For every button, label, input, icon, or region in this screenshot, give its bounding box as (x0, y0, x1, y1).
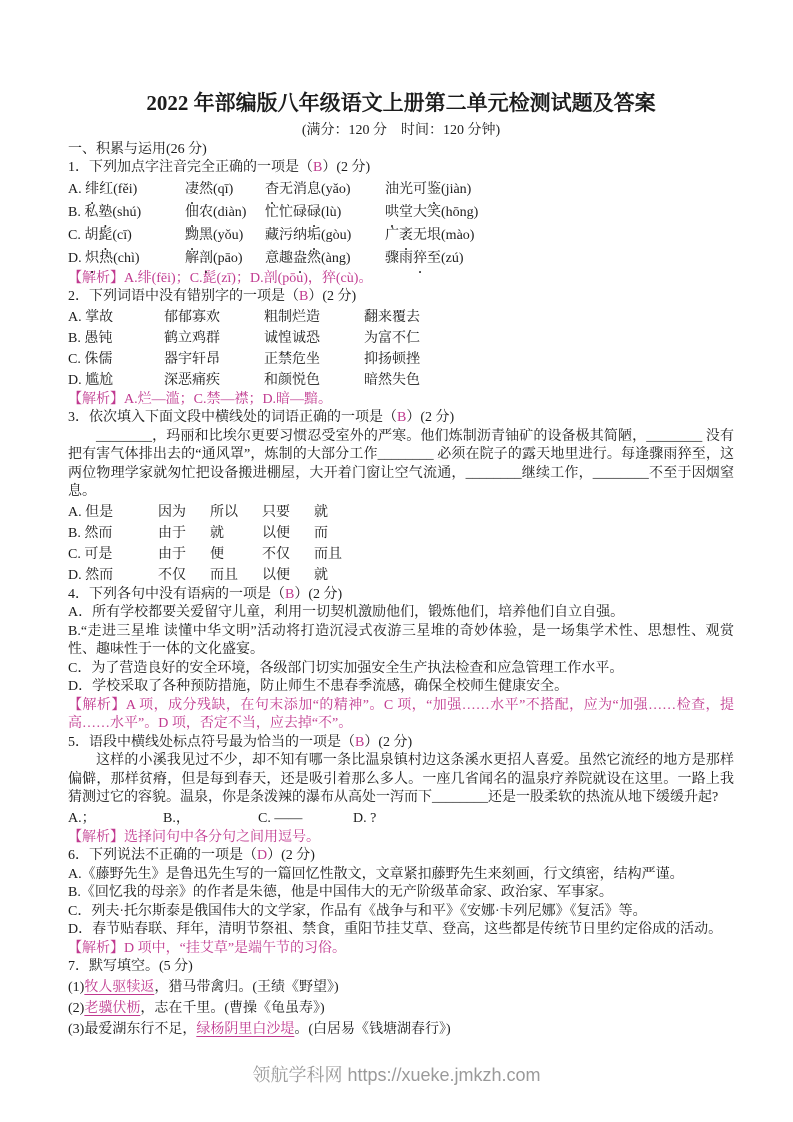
text-segment: D. ? (353, 810, 377, 826)
text-segment: 诚惶诚恐 (264, 330, 320, 346)
text-segment: 只要 (262, 504, 290, 520)
text-segment: 广袤无垠(mào) (385, 227, 475, 243)
q2-analysis: 【解析】A.烂—滥；C.禁—襟；D.暗—黯。 (68, 391, 333, 407)
q2-answer-letter: B (299, 289, 309, 304)
q7-item-3 (68, 1019, 734, 1040)
question-4 (68, 586, 734, 734)
q2-stem (68, 288, 734, 307)
q5-answer-letter: B (355, 734, 365, 750)
text-segment: 以便 (262, 567, 290, 583)
text-segment: B. 私塾(shú) (68, 204, 142, 220)
text-segment: 而且 (314, 546, 342, 562)
exam-content (68, 90, 734, 1040)
text-segment: D. 然而 (68, 567, 114, 583)
text-segment: 由于 (158, 546, 186, 562)
q5-analysis: 【解析】选择问句中各分句之间用逗号。 (68, 829, 320, 845)
text-segment: 暗然失色 (364, 372, 420, 388)
text-segment: 器宇轩昂 (164, 351, 220, 367)
q1-option-a (68, 178, 734, 201)
q7-item-1-suffix: ，猎马带禽归。(王绩《野望》) (154, 979, 339, 995)
q5-stem-text: 5．语段中横线处标点符号最为恰当的一项是（ (68, 734, 355, 750)
q7-item-2-suffix: ，志在千里。(曹操《龟虽寿》) (140, 1000, 325, 1016)
q6-option-b: B.《回忆我的母亲》的作者是朱德，他是中国伟大的无产阶级革命家、政治家、军事家。 (68, 885, 613, 900)
question-3 (68, 409, 734, 586)
q4-analysis: 【解析】A 项，成分残缺，在句末添加“的精神”。C 项，“加强……水平”不搭配，应为“加强……检查，提高……水平”。D 项，否定不当，应去掉“不”。 (68, 697, 734, 731)
q3-option-d (68, 565, 734, 586)
text-segment: 就 (210, 525, 224, 541)
q4-answer-letter: B (285, 586, 295, 602)
q2-option-a (68, 307, 734, 328)
q7-item-2-prefix: (2) (68, 1000, 85, 1016)
text-segment: 所以 (210, 504, 238, 520)
text-segment: 藏污纳垢(gòu) (265, 227, 352, 243)
q7-item-3-answer: 绿杨阴里白沙堤 (196, 1021, 295, 1037)
q1-analysis: 【解析】A.绯(fēi)；C.髭(zī)；D.剖(pōu)，猝(cù)。 (68, 270, 373, 286)
q3-option-b (68, 523, 734, 544)
text-segment: 由于 (158, 525, 186, 541)
text-segment: 忙忙碌碌(lù) (265, 204, 342, 220)
exam-meta: (满分：120 分 时间：120 分钟) (301, 123, 501, 138)
text-segment: 解剖(pāo) (185, 250, 243, 266)
q1-answer-letter: B (313, 160, 323, 175)
q7-item-1 (68, 977, 734, 998)
q2-option-b (68, 328, 734, 349)
q1-stem-text: 1．下列加点字注音完全正确的一项是（ (68, 160, 313, 175)
text-segment: 不仅 (262, 546, 290, 562)
q4-stem-text: 4．下列各句中没有语病的一项是（ (68, 586, 285, 602)
text-segment: C. 侏儒 (68, 351, 113, 367)
text-segment: 骤雨猝至(zú) (385, 250, 464, 266)
text-segment: 以便 (262, 525, 290, 541)
text-segment: 哄堂大笑(hōng) (385, 204, 479, 220)
text-segment: C. —— (258, 810, 303, 826)
q5-option-row (68, 808, 734, 829)
q6-option-d: D．春节贴春联、拜年，清明节祭祖、禁食，重阳节挂艾草、登高，这些都是传统节日里约定俗成的活动。 (68, 922, 723, 937)
q1-stem (68, 159, 734, 178)
text-segment: 凄然(qī) (185, 181, 234, 197)
text-segment: 粗制烂造 (264, 309, 320, 325)
page-title: 2022 年部编版八年级语文上册第二单元检测试题及答案 (146, 91, 656, 115)
q7-item-3-suffix: 。(白居易《钱塘湖春行》) (294, 1021, 451, 1037)
question-1 (68, 159, 734, 288)
text-segment: 意趣盎然(àng) (265, 250, 351, 266)
q2-stem-text: 2．下列词语中没有错别字的一项是（ (68, 289, 299, 304)
q6-option-a: A.《藤野先生》是鲁迅先生写的一篇回忆性散文，文章紧扣藤野先生来刻画，行文缜密，结构严谨。 (68, 866, 684, 882)
q6-option-c: C．列夫·托尔斯泰是俄国伟大的文学家，作品有《战争与和平》《安娜·卡列尼娜》《复活》等。 (68, 903, 647, 919)
q1-stem-suffix: ）(2 分) (322, 160, 371, 175)
q6-stem-text: 6．下列说法不正确的一项是（ (68, 848, 257, 863)
text-segment: 就 (314, 504, 328, 520)
text-segment: B.， (163, 810, 190, 826)
question-7 (68, 958, 734, 1040)
text-segment: 抑扬顿挫 (364, 351, 420, 367)
text-segment: 而且 (210, 567, 238, 583)
q6-analysis: 【解析】D 项中，“挂艾草”是端午节的习俗。 (68, 940, 347, 956)
text-segment: 正禁危坐 (264, 351, 320, 367)
q4-option-b: B.“走进三星堆 读懂中华文明”活动将打造沉浸式夜游三星堆的奇妙体验，是一场集学术性、思想性、观赏性、趣味性于一体的文化盛宴。 (68, 623, 734, 657)
q7-item-2-answer: 老骥伏枥 (84, 1000, 141, 1016)
question-5 (68, 734, 734, 848)
question-2 (68, 288, 734, 409)
text-segment: 为富不仁 (364, 330, 420, 346)
q7-item-1-answer: 牧人驱犊返 (84, 979, 155, 995)
text-segment: A. 但是 (68, 504, 114, 520)
q3-passage: ________，玛丽和比埃尔更要习惯忍受室外的严寒。他们炼制沥青铀矿的设备极其简陋，________ 没有把有害气体排出去的“通风罩”，炼制的大部分工作________ 必须在院子的露天地里进行。每逢骤雨猝至，这两位物理学家就匆忙把设备搬进棚屋，大开着门窗让空气流通，________继续工作，________不至于因烟窒息。 (68, 428, 734, 499)
q5-stem (68, 734, 734, 753)
text-segment: D. 炽热(chì) (68, 250, 140, 266)
q7-stem: 7．默写填空。(5 分) (68, 959, 193, 974)
q7-item-2 (68, 998, 734, 1019)
q4-option-a: A．所有学校都要关爱留守儿童，利用一切契机激励他们，锻炼他们，培养他们自立自强。 (68, 605, 625, 620)
q3-answer-letter: B (397, 410, 407, 425)
q7-item-3-prefix: (3)最爱湖东行不足， (68, 1021, 197, 1037)
text-segment: 鹤立鸡群 (164, 330, 220, 346)
text-segment: B. 然而 (68, 525, 113, 541)
q2-stem-suffix: ）(2 分) (308, 289, 357, 304)
text-segment: 因为 (158, 504, 186, 520)
text-segment: A.； (68, 810, 96, 826)
q4-option-c: C．为了营造良好的安全环境，各级部门切实加强安全生产执法检查和应急管理工作水平。 (68, 660, 624, 676)
q4-stem-suffix: ）(2 分) (294, 586, 343, 602)
q4-stem (68, 586, 734, 605)
q6-stem (68, 847, 734, 866)
text-segment: A. 掌故 (68, 309, 114, 325)
text-segment: C. 可是 (68, 546, 113, 562)
q6-answer-letter: D (257, 848, 268, 863)
text-segment: D. 尴尬 (68, 372, 114, 388)
q6-stem-suffix: ）(2 分) (267, 848, 315, 863)
text-segment: 翻来覆去 (364, 309, 420, 325)
text-segment: C. 胡髭(cī) (68, 227, 132, 243)
q4-option-d: D．学校采取了各种预防措施，防止师生不患春季流感，确保全校师生健康安全。 (68, 679, 569, 694)
q3-stem-suffix: ）(2 分) (406, 410, 455, 425)
text-segment: 深恶痛疾 (164, 372, 220, 388)
q1-option-b (68, 201, 734, 224)
text-segment: B. 愚钝 (68, 330, 113, 346)
question-6 (68, 847, 734, 958)
q2-option-c (68, 349, 734, 370)
q3-stem-text: 3．依次填入下面文段中横线处的词语正确的一项是（ (68, 410, 397, 425)
q5-stem-suffix: ）(2 分) (364, 734, 413, 750)
text-segment: 便 (210, 546, 224, 562)
text-segment: 杳无消息(yǎo) (265, 181, 351, 197)
q3-option-a (68, 502, 734, 523)
q5-passage: 这样的小溪我见过不少，却不知有哪一条比温泉镇村边这条溪水更招人喜爱。虽然它流经的地方是那样偏僻，那样贫瘠，但是每到春天，还是吸引着那么多人。一座几省闻名的温泉疗养院就设在这里。一路上我猜测过它的容貌。温泉，你是条泼辣的瀑布从高处一泻而下________还是一股柔软的热流从地下缓缓升起? (68, 753, 734, 805)
text-segment: 而 (314, 525, 328, 541)
q7-item-1-prefix: (1) (68, 979, 85, 995)
text-segment: 佃农(diàn) (185, 204, 247, 220)
text-segment: 油光可鉴(jiàn) (385, 181, 472, 197)
text-segment: 不仅 (158, 567, 186, 583)
q2-option-d (68, 370, 734, 391)
q3-stem (68, 409, 734, 428)
text-segment: A. 绯红(fěi) (68, 181, 138, 197)
section-heading: 一、积累与运用(26 分) (68, 141, 207, 157)
text-segment: 就 (314, 567, 328, 583)
text-segment: 郁郁寡欢 (164, 309, 220, 325)
text-segment: 和颜悦色 (264, 372, 320, 388)
footer-watermark: 领航学科网 https://xueke.jmkzh.com (252, 1065, 541, 1085)
q1-option-d (68, 247, 734, 270)
q3-option-c (68, 544, 734, 565)
q1-option-c (68, 224, 734, 247)
text-segment: 黝黑(yǒu) (185, 227, 244, 243)
